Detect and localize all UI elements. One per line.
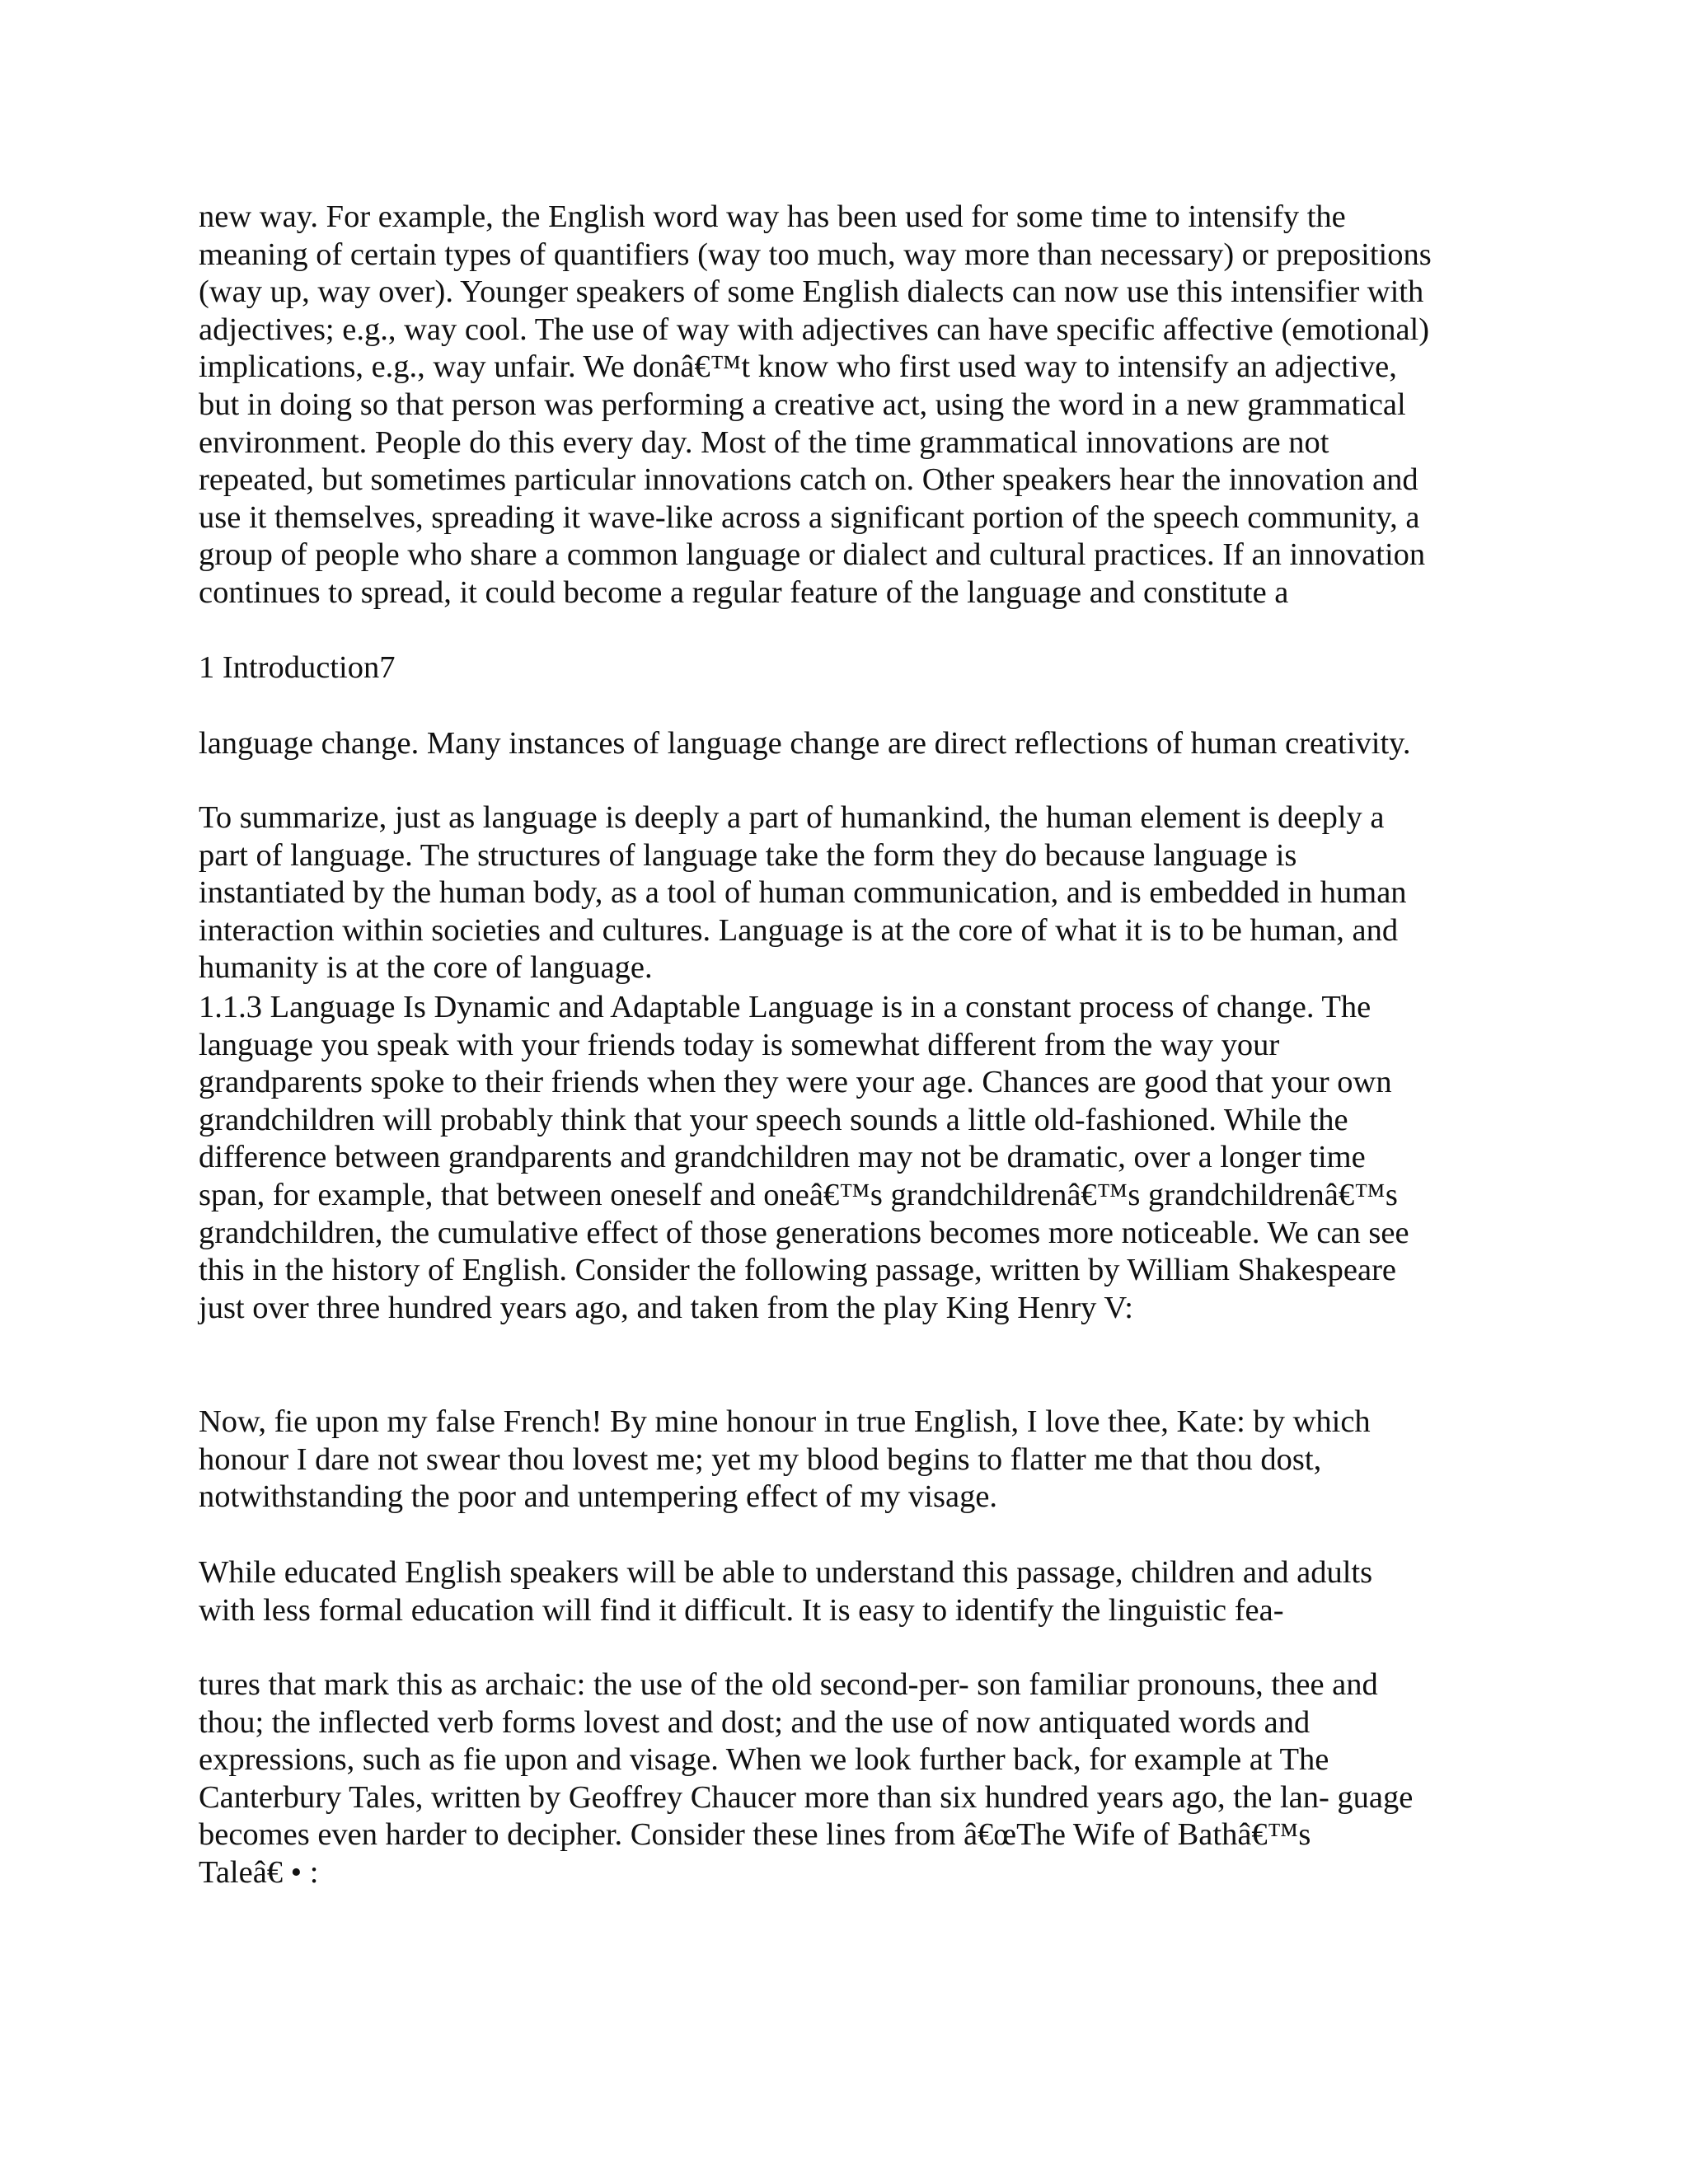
running-header: 1 Introduction7 xyxy=(199,650,396,685)
paragraph-archaic-features: tures that mark this as archaic: the use of the old second-per- son familiar pronouns, thee and thou; the inflected verb forms lovest and dost; and the use of now antiquated words and expressions, such as fie upon and visage. When we look further back, for example at The Canterbury Tales, written by Geoffrey Chaucer more than six hundred years ago, the lan- guage becomes even harder to decipher. Consider these lines from â€œThe Wife of Bathâ€™s Taleâ€ • : xyxy=(199,1667,1414,1890)
shakespeare-quote: Now, fie upon my false French! By mine honour in true English, I love thee, Kate: by which honour I dare not swear thou lovest me; yet my blood begins to flatter me that thou dost, notwithstanding the poor and untempering effect of my visage. xyxy=(199,1404,1371,1515)
paragraph-innovation: new way. For example, the English word way has been used for some time to intensify the meaning of certain types of quantifiers (way too much, way more than necessary) or prepositions (way up, way over). Younger speakers of some English dialects can now use this intensifier with adjectives; e.g., way cool. The use of way with adjectives can have specific affective (emotional) implications, e.g., way unfair. We donâ€™t know who first used way to intensify an adjective, but in doing so that person was performing a creative act, using the word in a new grammatical environment. People do this every day. Most of the time grammatical innovations are not repeated, but sometimes particular innovations catch on. Other speakers hear the innovation and use it themselves, spreading it wave-like across a significant portion of the speech community, a group of people who share a common language or dialect and cultural practices. If an innovation continues to spread, it could become a regular feature of the language and constitute a xyxy=(199,199,1432,610)
paragraph-educated-speakers: While educated English speakers will be able to understand this passage, children and adults with less formal education will find it difficult. It is easy to identify the linguistic fea- xyxy=(199,1555,1373,1628)
paragraph-language-change: language change. Many instances of language change are direct reflections of human creativity. xyxy=(199,726,1411,761)
paragraph-summary: To summarize, just as language is deeply a part of humankind, the human element is deeply a part of language. The structures of language take the form they do because language is instantiated by the human body, as a tool of human communication, and is embedded in human interaction within societies and cultures. Language is at the core of what it is to be human, and humanity is at the core of language. xyxy=(199,800,1407,986)
paragraph-dynamic-adaptable: 1.1.3 Language Is Dynamic and Adaptable Language is in a constant process of change. The language you speak with your friends today is somewhat different from the way your grandparents spoke to their friends when they were your age. Chances are good that your own grandchildren will probably think that your speech sounds a little old-fashioned. While the difference between grandparents and grandchildren may not be dramatic, over a longer time span, for example, that between oneself and oneâ€™s grandchildrenâ€™s grandchildrenâ€™s grandchildren, the cumulative effect of those generations becomes more noticeable. We can see this in the history of English. Consider the following passage, written by William Shakespeare just over three hundred years ago, and taken from the play King Henry V: xyxy=(199,990,1409,1325)
